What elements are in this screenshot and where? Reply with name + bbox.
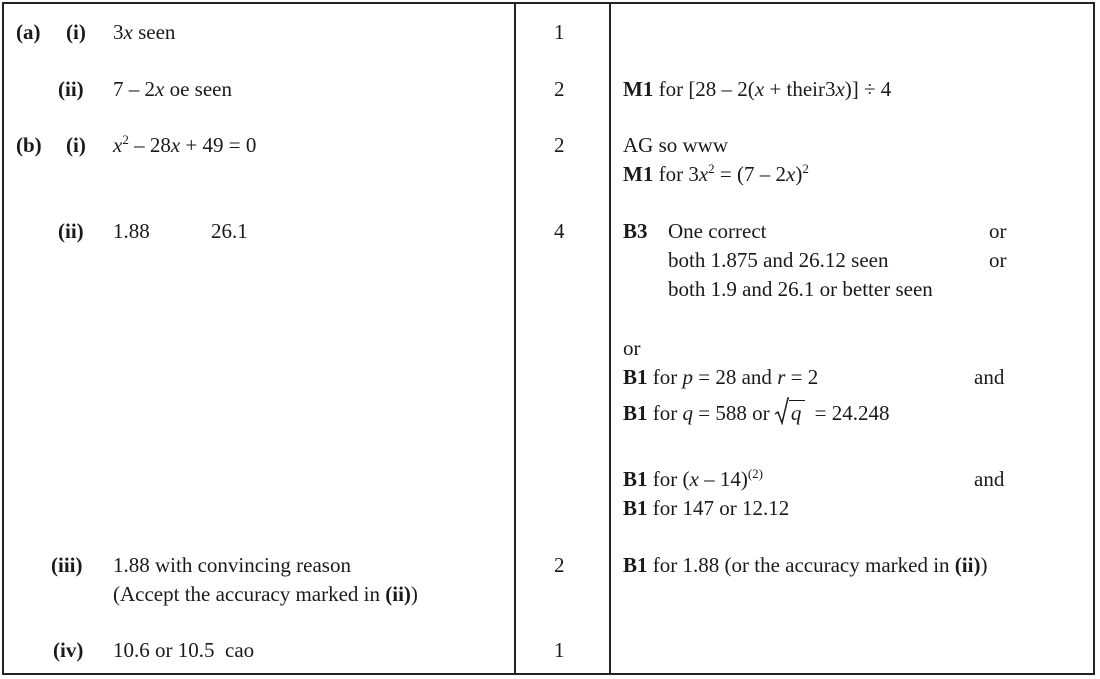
- answer-b-iii-line1: 1.88 with convincing reason: [113, 553, 351, 577]
- square-root-symbol: q: [775, 400, 806, 425]
- answer-b-i: $x^2 - 28x + 49 = 0$: [113, 132, 257, 157]
- answer-b-iv: 10.6 or 10.5 cao: [113, 638, 255, 662]
- notes-b1-p-r: B1 for p = 28 and r = 2: [623, 365, 819, 389]
- notes-b3-line3: both 1.9 and 26.1 or better seen: [668, 277, 933, 301]
- notes-b1-x-and: and: [974, 467, 1005, 491]
- marks-a-ii: 2: [554, 77, 565, 101]
- notes-b1-q: B1 for q = 588 or q = 24.248: [623, 400, 889, 425]
- notes-b3-line1: One correct: [668, 219, 767, 243]
- notes-b-i-line2: M1 for $3x^2 = (7 - 2x)^2$: [623, 161, 809, 186]
- notes-b3-or1: or: [989, 219, 1007, 243]
- notes-b1-x: B1 for (x – 14)$^{(2)}$: [623, 466, 763, 491]
- notes-b-i-line1: AG so www: [623, 133, 728, 157]
- notes-b1-p-r-and: and: [974, 365, 1005, 389]
- notes-a-ii: M1 for [28 – 2(x + their3x)] ÷ 4: [623, 77, 892, 101]
- marks-a-i: 1: [554, 20, 565, 44]
- part-label-a: (a): [16, 20, 41, 44]
- answer-b-ii-value1: 1.88: [113, 219, 150, 243]
- notes-or-separator: or: [623, 336, 641, 360]
- sub-label-b-i: (i): [66, 133, 86, 157]
- notes-b1-numbers: B1 for 147 or 12.12: [623, 496, 790, 520]
- part-label-b: (b): [16, 133, 42, 157]
- sub-label-a-i: (i): [66, 20, 86, 44]
- answer-a-i: 3x seen: [113, 20, 176, 44]
- marks-b-ii: 4: [554, 219, 565, 243]
- sub-label-b-iii: (iii): [51, 553, 83, 577]
- sub-label-a-ii: (ii): [58, 77, 84, 101]
- answer-b-iii-line2: (Accept the accuracy marked in (ii)): [113, 582, 418, 606]
- marks-b-i: 2: [554, 133, 565, 157]
- answer-b-ii-value2: 26.1: [211, 219, 248, 243]
- sub-label-b-iv: (iv): [53, 638, 84, 662]
- notes-b3-code: B3: [623, 219, 648, 243]
- column-divider-answer-marks: [514, 4, 516, 673]
- column-divider-marks-notes: [609, 4, 611, 673]
- marks-b-iv: 1: [554, 638, 565, 662]
- notes-b3-line2: both 1.875 and 26.12 seen: [668, 248, 889, 272]
- answer-a-ii: 7 – 2x oe seen: [113, 77, 232, 101]
- sub-label-b-ii: (ii): [58, 219, 84, 243]
- notes-b-iii: B1 for 1.88 (or the accuracy marked in (ii)): [623, 553, 988, 577]
- notes-b3-or2: or: [989, 248, 1007, 272]
- marks-b-iii: 2: [554, 553, 565, 577]
